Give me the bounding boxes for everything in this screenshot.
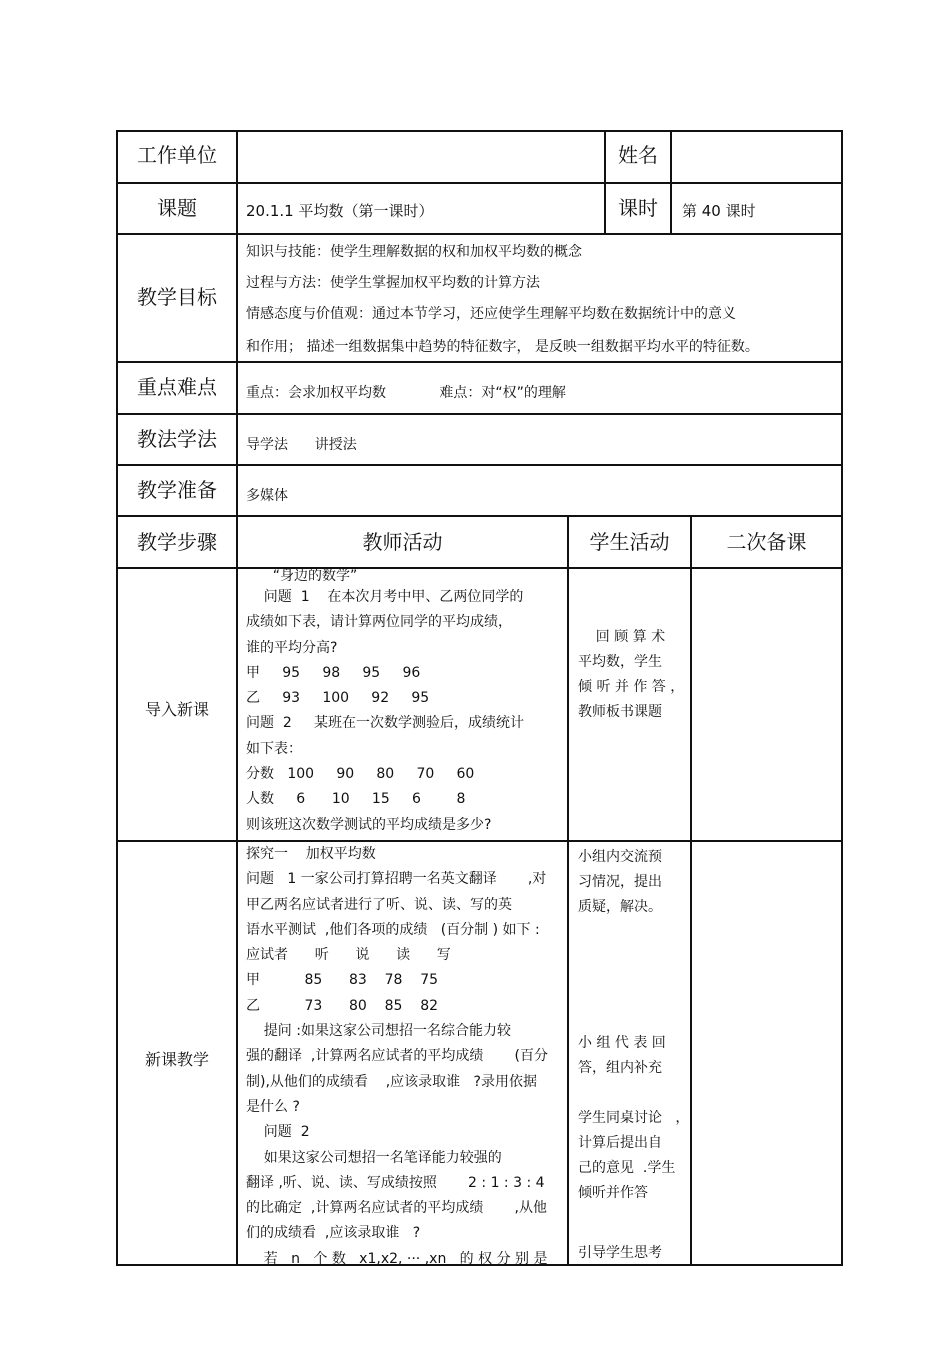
text-line: 小组内交流预 [578, 849, 662, 865]
text-line: 是什么 ? [246, 1098, 300, 1115]
key-points-text: 重点：会求加权平均数 难点：对“权”的理解 [246, 385, 566, 401]
text-line: 如果这家公司想招一名笔译能力较强的 [246, 1149, 502, 1166]
key-points-label: 重点难点 [137, 375, 217, 399]
text-line: 学生同桌讨论 ， [578, 1110, 690, 1126]
intro-student-activity [578, 625, 688, 725]
text-line: 习情况，提出 [578, 874, 662, 890]
table-rule [116, 182, 843, 184]
goal-line: 情感态度与价值观：通过本节学习，还应使学生理解平均数在数据统计中的意义 [246, 306, 736, 322]
table-rule [116, 361, 843, 363]
text-line: 回 顾 算 术 [578, 629, 666, 645]
intro-teacher-activity [246, 567, 564, 838]
text-line: 的比确定 ,计算两名应试者的平均成绩 ,从他 [246, 1200, 547, 1217]
text-line: 问题 1 一家公司打算招聘一名英文翻译 ,对 [246, 871, 547, 888]
text-line: 平均数，学生 [578, 654, 662, 670]
table-rule [690, 515, 692, 1266]
table-rule [236, 130, 238, 1266]
text-line: 人数 6 10 15 6 8 [246, 791, 466, 808]
table-rule [567, 515, 569, 1266]
new-student-activity-4 [578, 1243, 688, 1263]
col-second-header: 二次备课 [726, 530, 807, 554]
topic-label: 课题 [157, 196, 197, 220]
table-rule [116, 130, 843, 132]
text-line: 们的成绩看 ,应该录取谁 ? [246, 1225, 421, 1242]
goal-line: 和作用； 描述一组数据集中趋势的特征数字， 是反映一组数据平均水平的特征数。 [246, 339, 759, 355]
text-line: 问题 2 某班在一次数学测验后，成绩统计 [246, 715, 525, 732]
text-line: 制),从他们的成绩看 ,应该录取谁 ?录用依据 [246, 1073, 537, 1090]
text-line: 甲乙两名应试者进行了听、说、读、写的英 [246, 896, 512, 913]
text-line: 小 组 代 表 回 [578, 1035, 666, 1051]
text-line: 语水平测试 ,他们各项的成绩 (百分制 ) 如下 : [246, 921, 540, 938]
period-label: 课时 [618, 196, 658, 220]
text-line: 答，组内补充 [578, 1060, 662, 1076]
text-line: 己的意见 .学生 [578, 1160, 676, 1176]
table-rule [116, 233, 843, 235]
new-student-activity-1 [578, 845, 688, 920]
text-line: 引导学生思考 [578, 1245, 662, 1261]
text-line: 倾 听 并 作 答 ， [578, 679, 685, 695]
text-line: 应试者 听 说 读 写 [246, 947, 451, 964]
new-student-activity-2 [578, 1031, 688, 1081]
table-rule [116, 515, 843, 517]
goals-label: 教学目标 [137, 285, 217, 309]
text-line: “身边的数学” [246, 568, 358, 584]
text-line: 甲 95 98 95 96 [246, 664, 421, 681]
table-rule [670, 130, 672, 234]
text-line: 问题 1 在本次月考中甲、乙两位同学的 [246, 589, 524, 605]
topic-value: 20.1.1 平均数（第一课时） [246, 202, 434, 220]
text-line: 乙 93 100 92 95 [246, 690, 430, 707]
methods-text: 导学法 讲授法 [246, 437, 357, 453]
period-value: 第 40 课时 [682, 202, 756, 220]
text-line: 乙 73 80 85 82 [246, 997, 439, 1014]
table-rule [116, 413, 843, 415]
new-student-activity-3 [578, 1106, 688, 1206]
col-student-header: 学生活动 [589, 530, 670, 554]
text-line: 成绩如下表，请计算两位同学的平均成绩， [246, 614, 512, 631]
goal-line: 过程与方法：使学生掌握加权平均数的计算方法 [246, 275, 540, 291]
text-line: 如下表： [246, 740, 302, 757]
text-line: 强的翻译 ,计算两名应试者的平均成绩 (百分 [246, 1048, 548, 1065]
text-line: 倾听并作答 [578, 1185, 648, 1201]
col-steps-header: 教学步骤 [137, 530, 217, 554]
text-line: 教师板书课题 [578, 704, 662, 720]
text-line: 问题 2 [246, 1124, 310, 1141]
goal-line: 知识与技能：使学生理解数据的权和加权平均数的概念 [246, 244, 582, 260]
text-line: 则该班这次数学测试的平均成绩是多少? [246, 816, 492, 833]
table-rule [116, 464, 843, 466]
work-unit-label: 工作单位 [137, 143, 217, 167]
intro-label: 导入新课 [144, 700, 209, 719]
text-line: 计算后提出自 [578, 1135, 662, 1151]
name-label: 姓名 [618, 143, 658, 167]
prep-text: 多媒体 [246, 488, 288, 504]
text-line: 甲 85 83 78 75 [246, 972, 439, 989]
methods-label: 教法学法 [137, 427, 217, 451]
new-lesson-label: 新课教学 [144, 1050, 209, 1069]
new-lesson-teacher-activity [246, 842, 564, 1272]
text-line: 探究一 加权平均数 [246, 846, 376, 862]
text-line: 分数 100 90 80 70 60 [246, 766, 475, 783]
text-line: 若 n 个 数 x1,x2, ··· ,xn 的 权 分 别 是 [246, 1250, 548, 1267]
table-rule [841, 130, 843, 1266]
text-line: 提问 :如果这家公司想招一名综合能力较 [246, 1023, 511, 1040]
text-line: 质疑，解决。 [578, 899, 662, 915]
prep-label: 教学准备 [137, 478, 217, 502]
text-line: 翻译 ,听、说、读、写成绩按照 2 : 1 : 3 : 4 [246, 1174, 545, 1191]
col-teacher-header: 教师活动 [362, 530, 443, 554]
text-line: 谁的平均分高? [246, 639, 338, 656]
